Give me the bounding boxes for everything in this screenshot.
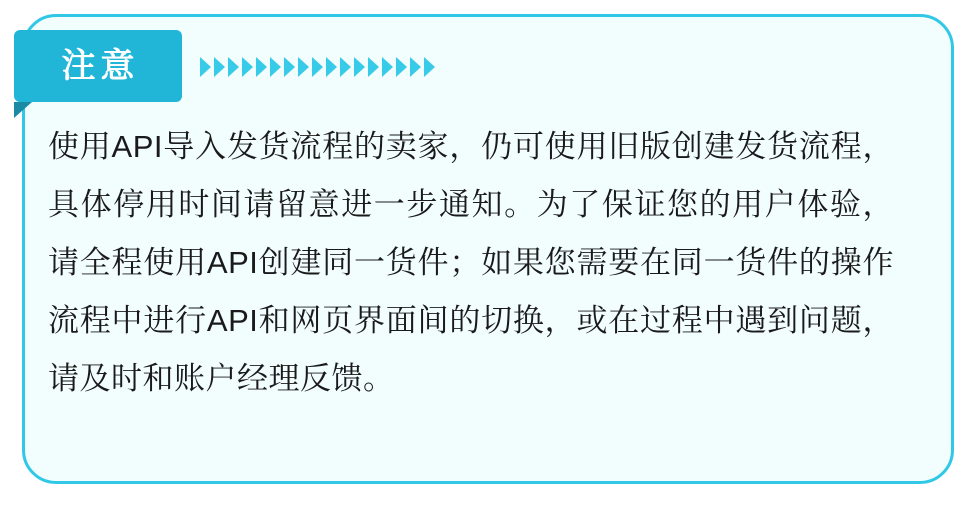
chevron-right-icon: [256, 57, 267, 77]
chevron-right-icon: [354, 57, 365, 77]
notice-badge: [14, 30, 182, 102]
chevron-right-icon: [200, 57, 211, 77]
chevron-right-icon: [312, 57, 323, 77]
badge-tail-shape: [14, 102, 32, 118]
chevron-right-icon: [214, 57, 225, 77]
chevron-right-icon: [410, 57, 421, 77]
notice-badge-label: 注意: [61, 47, 140, 85]
chevron-right-icon: [396, 57, 407, 77]
chevron-right-icon: [340, 57, 351, 77]
chevron-right-icon: [298, 57, 309, 77]
chevron-right-icon: [326, 57, 337, 77]
chevron-right-icon: [270, 57, 281, 77]
chevron-decoration: [200, 52, 438, 82]
chevron-right-icon: [284, 57, 295, 77]
chevron-right-icon: [382, 57, 393, 77]
chevron-right-icon: [242, 57, 253, 77]
chevron-right-icon: [368, 57, 379, 77]
chevron-right-icon: [228, 57, 239, 77]
notice-body-text: 使用API导入发货流程的卖家，仍可使用旧版创建发货流程，具体停用时间请留意进一步通知。为了保证您的用户体验，请全程使用API创建同一货件；如果您需要在同一货件的操作流程中进行API和网页界面间的切换，或在过程中遇到问题，请及时和账户经理反馈。: [48, 129, 894, 396]
chevron-right-icon: [424, 57, 435, 77]
